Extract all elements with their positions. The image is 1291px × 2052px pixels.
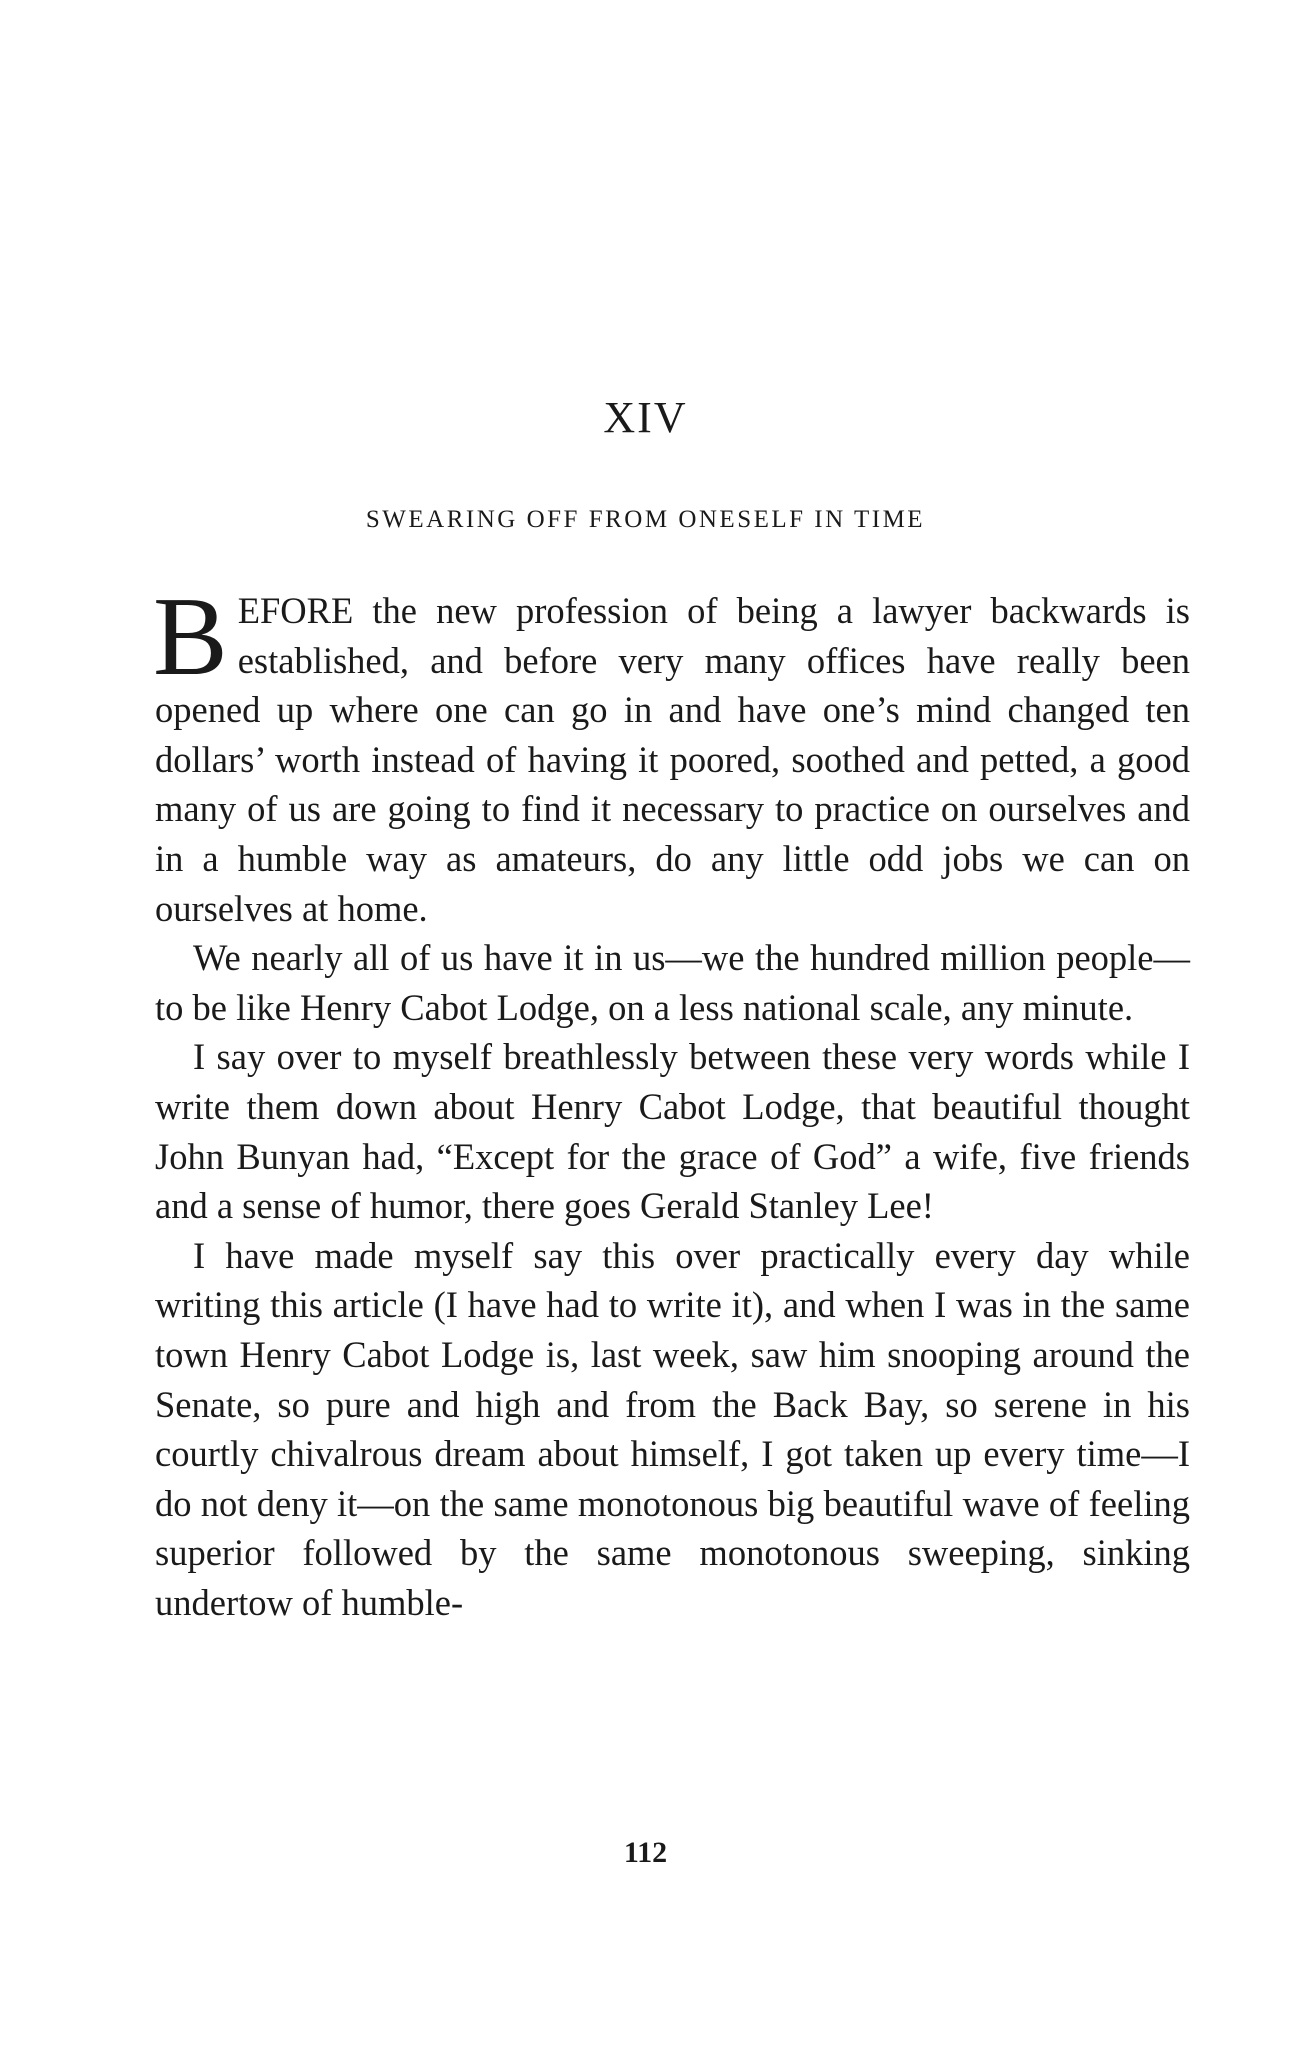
page-number: 112 bbox=[623, 1836, 668, 1869]
drop-cap: B bbox=[153, 575, 228, 699]
chapter-number: XIV bbox=[603, 393, 688, 442]
chapter-title: SWEARING OFF FROM ONESELF IN TIME bbox=[365, 506, 926, 533]
paragraph-4: I have made myself say this over practically every day while writing this article (I have had to write it), and when I was in the same town Henry Cabot Lodge is, last week, saw him snooping around the Senate, so pure and high and from the Back Bay, so serene in his courtly chivalrous dream about himself, I got taken up every time—I do not deny it—on the same monotonous big beautiful wave of feeling superior followed by the same monotonous sweeping, sinking undertow of humble- bbox=[155, 1234, 1190, 1623]
paragraph-1-text: EFORE the new profession of being a lawyer backwards is established, and before very many offices have really been opened up where one can go in and have one’s mind changed ten dollars’ worth instead of having it poored, soothed and petted, a good many of us are going to find it necessary to practice on ourselves and in a humble way as amateurs, do any little odd jobs we can on ourselves at home. bbox=[155, 590, 1190, 929]
paragraph-2: We nearly all of us have it in us—we the hundred million people—to be like Henry Cabot Lodge, on a less national scale, any minute. bbox=[155, 937, 1190, 1028]
paragraph-3: I say over to myself breathlessly between these very words while I write them down about Henry Cabot Lodge, that beautiful thought John Bunyan had, “Except for the grace of God” a wife, five friends and a sense of humor, there goes Gerald Stanley Lee! bbox=[155, 1036, 1190, 1227]
paragraph-1 bbox=[153, 575, 1190, 933]
chapter-body bbox=[153, 575, 1190, 1627]
